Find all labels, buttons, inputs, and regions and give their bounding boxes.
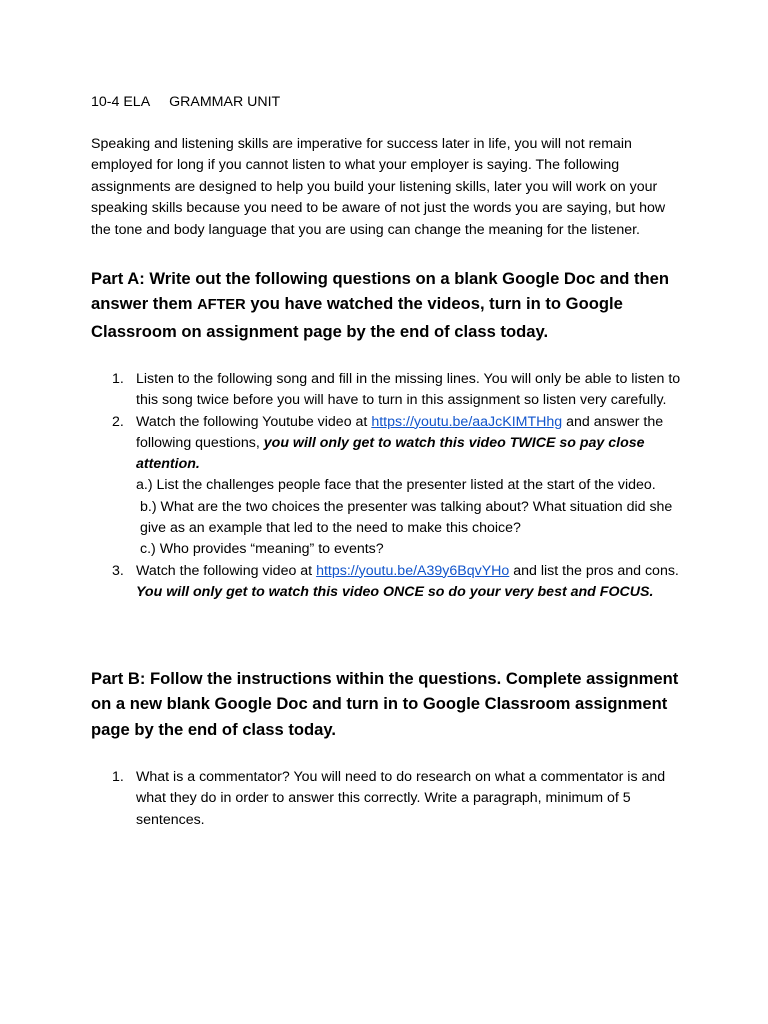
part-a-heading-emphasis: AFTER	[197, 297, 246, 314]
part-a-heading	[91, 266, 688, 344]
list-item	[91, 369, 688, 412]
list-item	[91, 412, 688, 561]
video-link-2[interactable]: https://youtu.be/A39y6BqvYHo	[316, 562, 510, 579]
list-number: 1.	[112, 370, 124, 387]
question-text-cont: and list the pros and cons.	[509, 562, 679, 579]
part-b-heading: Part B: Follow the instructions within the questions. Complete assignment on a new blank Google Doc and turn in to Google Classroom assignment page by the end of class today.	[91, 669, 679, 739]
unit-label: GRAMMAR UNIT	[169, 94, 281, 110]
question-text: Listen to the following song and fill in the missing lines. You will only be able to listen to this song twice before you will have to turn in this assignment so listen very carefully.	[136, 370, 681, 409]
list-number: 3.	[112, 562, 124, 579]
question-text: Watch the following Youtube video at	[136, 413, 372, 430]
question-emphasis: You will only get to watch this video ONCE so do your very best and FOCUS.	[136, 583, 654, 600]
part-b-question-list	[91, 767, 688, 831]
question-emphasis: you will only get to watch this video TWICE so pay close attention.	[136, 434, 645, 473]
question-text: Watch the following video at	[136, 562, 317, 579]
part-a-heading-text-end: you have watched the videos, turn in to Google Classroom on assignment page by the end of class today.	[91, 294, 623, 341]
sub-question-a: a.) List the challenges people face that the presenter listed at the start of the video.	[136, 477, 656, 494]
list-item	[91, 561, 688, 604]
course-label: 10-4 ELA	[91, 94, 150, 110]
list-number: 2.	[112, 413, 124, 430]
intro-paragraph: Speaking and listening skills are imperative for success later in life, you will not remain employed for long if you cannot listen to what your employer is saying. The following assignments are designed to help you build your listening skills, later you will work on your speaking skills because you need to be aware of not just the words you are saying, but how the tone and body language that you are using can change the meaning for the listener.	[91, 136, 666, 238]
part-a-heading-text: Part A: Write out the following questions on a blank Google Doc and then answer them	[91, 269, 670, 314]
part-a-question-list	[91, 369, 688, 603]
list-item	[91, 767, 688, 831]
question-text-cont: and answer the following questions,	[136, 413, 664, 451]
sub-question-c: c.) Who provides “meaning” to events?	[140, 541, 384, 558]
question-text: What is a commentator? You will need to do research on what a commentator is and what they do in order to answer this correctly. Write a paragraph, minimum of 5 sentences.	[136, 769, 666, 828]
sub-question-b: b.) What are the two choices the presenter was talking about? What situation did she give as an example that led to the need to make this choice?	[140, 498, 673, 536]
list-number: 1.	[112, 769, 124, 786]
video-link-1[interactable]: https://youtu.be/aaJcKIMTHhg	[371, 413, 563, 430]
document-header	[91, 93, 688, 111]
